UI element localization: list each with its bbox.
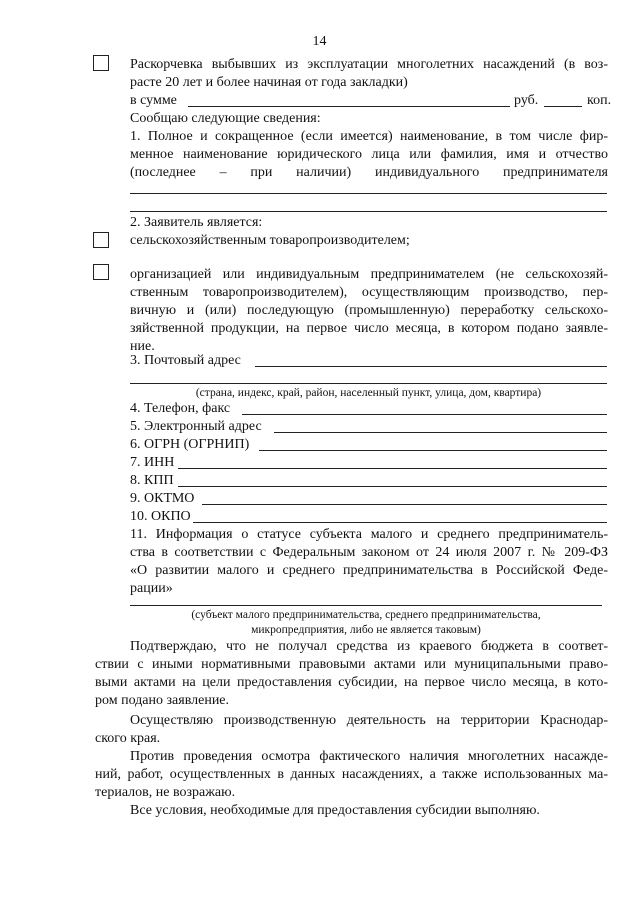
- activity-line: Осуществляю производственную деятельность на территории Краснодар-: [130, 713, 608, 728]
- name-field-1[interactable]: [130, 193, 607, 194]
- sme-status-hint-2: микропредприятия, либо не является таковым): [251, 624, 481, 636]
- phone-label: 4. Телефон, факс: [130, 401, 231, 416]
- uprooting-line-1: Раскорчевка выбывших из эксплуатации многолетних насаждений (в воз-: [130, 57, 608, 72]
- sum-label: в сумме: [130, 93, 177, 108]
- inspection-line: ний, работ, осуществленных в данных насаждениях, а также использованных ма-: [95, 767, 608, 782]
- report-intro: Сообщаю следующие сведения:: [130, 111, 321, 126]
- inn-label: 7. ИНН: [130, 455, 175, 470]
- item1-line-3: (последнее – при наличии) индивидуального предпринимателя: [130, 165, 608, 180]
- oktmo-field[interactable]: [202, 504, 607, 505]
- email-label: 5. Электронный адрес: [130, 419, 262, 434]
- oktmo-label: 9. ОКТМО: [130, 491, 195, 506]
- item11-line-2: ства в соответствии с Федеральным законом от 24 июля 2007 г. № 209-ФЗ: [130, 545, 608, 560]
- ogrn-field[interactable]: [259, 450, 607, 451]
- postal-address-field-2[interactable]: [130, 383, 607, 384]
- confirmation-line: выми актами на цели предоставления субсидии, на первое число месяца, в кото-: [95, 675, 608, 690]
- item11-line-1: 11. Информация о статусе субъекта малого и среднего предприниматель-: [130, 527, 608, 542]
- organization-line: организацией или индивидуальным предпринимателем (не сельскохозяй-: [130, 267, 608, 282]
- item11-line-3: «О развитии малого и среднего предпринимательства в Российской Феде-: [130, 563, 608, 578]
- uprooting-checkbox[interactable]: [93, 55, 109, 71]
- sme-status-hint-1: (субъект малого предпринимательства, среднего предпринимательства,: [191, 609, 541, 621]
- activity-line: ского края.: [95, 731, 161, 746]
- email-field[interactable]: [274, 432, 607, 433]
- phone-field[interactable]: [242, 414, 607, 415]
- agri-producer-label: сельскохозяйственным товаропроизводителем;: [130, 233, 410, 248]
- organization-line: ние.: [130, 339, 155, 354]
- agri-producer-checkbox[interactable]: [93, 232, 109, 248]
- organization-line: ственным товаропроизводителем), осуществляющим производство, пер-: [130, 285, 608, 300]
- confirmation-line: Подтверждаю, что не получал средства из краевого бюджета в соответ-: [130, 639, 608, 654]
- ogrn-label: 6. ОГРН (ОГРНИП): [130, 437, 250, 452]
- sum-kop-field[interactable]: [544, 106, 582, 107]
- organization-checkbox[interactable]: [93, 264, 109, 280]
- item1-line-1: 1. Полное и сокращенное (если имеется) наименование, в том числе фир-: [130, 129, 608, 144]
- item11-line-4: рации»: [130, 581, 173, 596]
- sum-rub-field[interactable]: [188, 106, 510, 107]
- sme-status-field[interactable]: [130, 605, 602, 606]
- postal-address-label: 3. Почтовый адрес: [130, 353, 241, 368]
- organization-line: вичную и (или) последующую (промышленную) переработку сельскохо-: [130, 303, 608, 318]
- uprooting-line-2: расте 20 лет и более начиная от года закладки): [130, 75, 408, 90]
- postal-address-field-1[interactable]: [255, 366, 607, 367]
- inn-field[interactable]: [178, 468, 607, 469]
- inspection-line: Против проведения осмотра фактического наличия многолетних насажде-: [130, 749, 608, 764]
- kpp-label: 8. КПП: [130, 473, 174, 488]
- confirmation-line: ствии с иными нормативными правовыми актами или муниципальными право-: [95, 657, 608, 672]
- confirmation-line: ром подано заявление.: [95, 693, 230, 708]
- kpp-field[interactable]: [178, 486, 607, 487]
- rub-label: руб.: [514, 93, 539, 108]
- inspection-line: териалов, не возражаю.: [95, 785, 236, 800]
- page-number: 14: [312, 34, 327, 49]
- item1-line-2: менное наименование юридического лица или фамилия, имя и отчество: [130, 147, 608, 162]
- item2-heading: 2. Заявитель является:: [130, 215, 263, 230]
- conditions-statement: Все условия, необходимые для предоставления субсидии выполняю.: [130, 803, 540, 818]
- organization-line: зяйственной продукции, на первое число месяца, в котором подано заявле-: [130, 321, 608, 336]
- name-field-2[interactable]: [130, 211, 607, 212]
- postal-address-hint: (страна, индекс, край, район, населенный пункт, улица, дом, квартира): [195, 387, 542, 399]
- okpo-label: 10. ОКПО: [130, 509, 191, 524]
- kop-label: коп.: [587, 93, 612, 108]
- okpo-field[interactable]: [193, 522, 607, 523]
